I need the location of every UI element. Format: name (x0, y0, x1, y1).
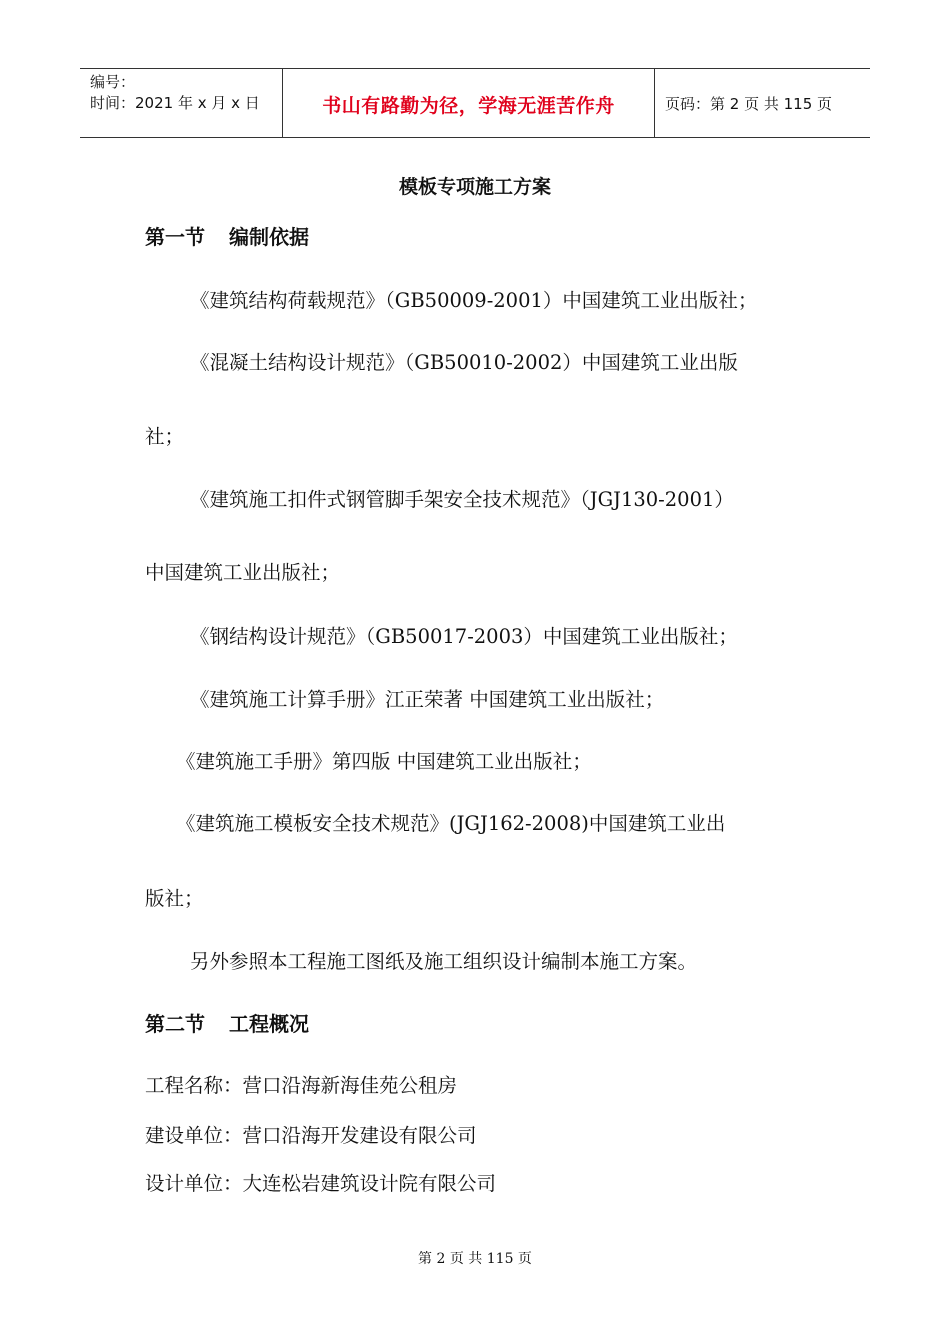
project-name-line: 工程名称：营口沿海新海佳苑公租房 (145, 1074, 458, 1097)
developer-line: 建设单位：营口沿海开发建设有限公司 (145, 1124, 477, 1147)
paragraph-line: 《混凝土结构设计规范》（GB50010-2002）中国建筑工业出版 (190, 351, 738, 374)
section-number: 第一节 (145, 225, 205, 249)
paragraph-line: 社； (145, 425, 185, 448)
paragraph-line: 《建筑结构荷载规范》（GB50009-2001）中国建筑工业出版社； (190, 289, 758, 312)
paragraph-line: 《建筑施工手册》第四版 中国建筑工业出版社； (176, 750, 592, 773)
header-page-info: 页码：第 2 页 共 115 页 (665, 95, 833, 113)
paragraph-line: 《钢结构设计规范》（GB50017-2003）中国建筑工业出版社； (190, 625, 738, 648)
designer-line: 设计单位：大连松岩建筑设计院有限公司 (145, 1172, 497, 1195)
document-number-label: 编号： (90, 73, 136, 91)
page-footer: 第 2 页 共 115 页 (418, 1251, 532, 1267)
page-header (80, 68, 870, 138)
section-number: 第二节 (145, 1012, 205, 1036)
document-time-label: 时间：2021 年 x 月 x 日 (90, 94, 260, 112)
paragraph-line: 《建筑施工计算手册》江正荣著 中国建筑工业出版社； (190, 688, 665, 711)
section-title: 工程概况 (229, 1012, 309, 1036)
header-motto: 书山有路勤为径，学海无涯苦作舟 (322, 95, 615, 117)
section-heading-basis (145, 221, 309, 250)
document-title: 模板专项施工方案 (398, 176, 551, 198)
header-meta-cell (80, 69, 282, 137)
paragraph-line: 《建筑施工扣件式钢管脚手架安全技术规范》（JGJ130-2001） (190, 488, 734, 511)
section-heading-overview (145, 1008, 309, 1037)
paragraph-line: 另外参照本工程施工图纸及施工组织设计编制本施工方案。 (190, 950, 698, 973)
paragraph-line: 中国建筑工业出版社； (145, 561, 341, 584)
paragraph-line: 版社； (145, 887, 204, 910)
paragraph-line: 《建筑施工模板安全技术规范》(JGJ162-2008)中国建筑工业出 (176, 812, 726, 835)
section-title: 编制依据 (229, 225, 309, 249)
header-motto-cell (282, 69, 655, 137)
